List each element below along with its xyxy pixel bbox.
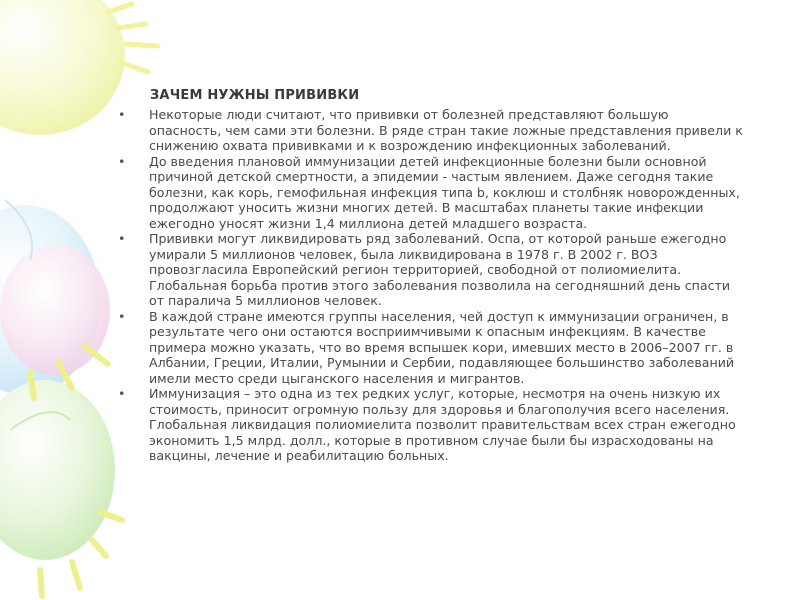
bullet-item	[118, 154, 743, 232]
bullet-marker: •	[118, 107, 126, 122]
bullet-text: В каждой стране имеются группы населения, чей доступ к иммунизации ограничен, в результате чего они остаются восприимчивыми к опасным инфекциям. В качестве примера можно указать, что во время вспышек кори, имевших место в 2006–2007 гг. в Албании, Греции, Италии, Румынии и Сербии, подавляющее большинство заболеваний имели место среди цыганского населения и мигрантов.	[149, 308, 735, 386]
bullet-marker: •	[118, 308, 126, 324]
bullet-item	[118, 386, 743, 464]
slide-title: ЗАЧЕМ НУЖНЫ ПРИВИВКИ	[150, 88, 360, 103]
bullet-item	[118, 309, 743, 387]
bullet-item	[118, 231, 743, 309]
bullet-marker: •	[118, 153, 126, 169]
bullet-marker: •	[118, 231, 126, 246]
bullet-text: Некоторые люди считают, что прививки от болезней представляют большую опасность, чем сами эти болезни. В ряде стран такие ложные представления привели к снижению охвата прививками и к возрождению инфекционных заболеваний.	[149, 107, 743, 153]
balloon-yellow	[0, 0, 125, 135]
bullet-marker: •	[118, 386, 126, 401]
bullet-item	[118, 107, 743, 154]
balloon-green	[0, 380, 115, 560]
bullet-text: Иммунизация – это одна из тех редких услуг, которые, несмотря на очень низкую их стоимость, приносит огромную пользу для здоровья и благополучия всего населения. Глобальная ликвидация полиомиелита позволит правительствам всех стран ежегодно экономить 1,5 млрд. долл., которые в противном случае были бы израсходованы на вакцины, лечение и реабилитацию больных.	[149, 386, 736, 463]
bullet-list	[118, 107, 743, 464]
bullet-text: Прививки могут ликвидировать ряд заболеваний. Оспа, от которой раньше ежегодно умирали 5 миллионов человек, была ликвидирована в 1978 г. В 2002 г. ВОЗ провозгласила Европейский регион территорией, свободной от полиомиелита. Глобальная борьба против этого заболевания позволила на сегодняшний день спасти от паралича 5 миллионов человек.	[149, 231, 731, 308]
bullet-text: До введения плановой иммунизации детей инфекционные болезни были основной причиной детской смертности, а эпидемии - частым явлением. Даже сегодня такие болезни, как корь, гемофильная инфекция типа b, коклюш и столбняк новорожденных, продолжают уносить жизни многих детей. В масштабах планеты такие инфекции ежегодно уносят жизни 1,4 миллиона детей младшего возраста.	[149, 153, 740, 231]
